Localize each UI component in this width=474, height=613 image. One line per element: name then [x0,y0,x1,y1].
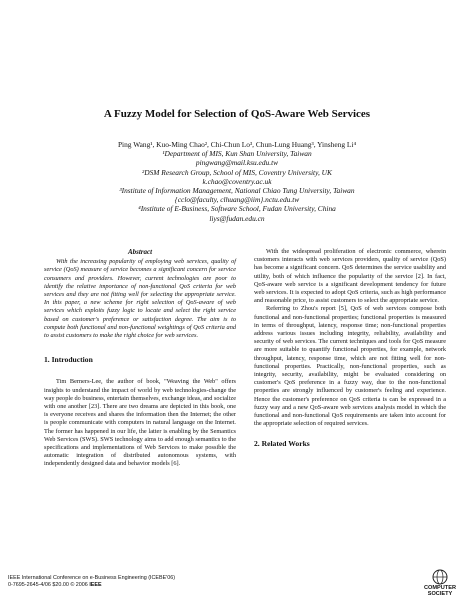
email-1: pingwang@mail.ksu.edu.tw [195,158,279,168]
author-names: Ping Wang¹, Kuo-Ming Chao², Chi-Chun Lo³, Chun-Lung Huang³, Yinsheng Li⁴ [117,140,357,149]
paper-title: A Fuzzy Model for Selection of QoS-Aware Web Services [103,108,371,120]
email-3: {cclo@faculty, clhuang@iim}.nctu.edu.tw [174,195,300,205]
isbn-text: 0-7695-2645-4/06 $20.00 © 2006 [8,582,88,588]
conference-line: IEEE International Conference on e-Business Engineering (ICEBE'06) [8,575,176,581]
abstract-text: With the increasing popularity of employing web services, quality of service (QoS) measure of service becomes a significant concern for service consumers and providers. However, current technologies are poor to identify the relative importance of non-functional QoS criteria for web services and they are not fitting well for selecting the appropriate service. In this paper, a new scheme for right selection of QoS-aware of web services which exploits fuzzy logic to locate and select the right service based on customer's preference or satisfaction degree. The aim is to compute both functional and non-functional weightings of QoS criteria and to assist customers to make the right choice for web services. [44,258,236,340]
section-heading-introduction: 1. Introduction [44,355,93,365]
right-paragraph-1: With the widespread proliferation of electronic commerce, wherein customers interacts with web services providers, quality of service (QoS) has become a significant concern. QoS determines the service usability and utility, both of which influence the popularity of the service [2]. In fact, QoS-aware web service is a significant development tendency for future web services. It is expected to adopt QoS criteria, such as high performance and reasonable price, to assist customers to select the appropriate service. [254,248,446,305]
abstract-heading: Abstract [127,248,153,256]
isbn-line [8,582,175,589]
left-column [44,248,236,469]
ieee-mark: IEEE [89,582,102,588]
intro-paragraph: Tim Berners-Lee, the author of book, "Weaving the Web" offers insights to understand the impact of world by web technologies-change the way people do business, entertain themselves, exchange ideas, and socialize with one another [23]. There are two dreams are depicted in this book, one is everyone receives and shares the information then the Internet; the other is people communicate with computers in natural language on the Internet. The former has happened in our life, the latter is enabling by the Semantics Web Services (SWS). SWS technology aims to add enough semantics to the specifications and implementations of Web Services to make possible the automatic integration of distributed autonomous systems, with independently designed data and behavior models [6]. [44,378,236,468]
right-column [254,248,446,463]
logo-text [412,585,468,597]
affiliation-2: ²DSM Research Group, School of MIS, Coventry University, UK [142,167,332,177]
email-2: k.chao@coventry.ac.uk [202,176,272,186]
affiliation-1: ¹Department of MIS, Kun Shan University, Taiwan [162,149,312,159]
logo-line-1: COMPUTER [423,585,456,591]
right-paragraph-2: Referring to Zhou's report [5], QoS of web services compose both functional and non-functional properties; functional properties is measured in terms of throughput, latency, response time; non-functional properties address various issues including integrity, reliability, availability and security of web services. The current techniques and tools for QoS measure are more suitable to quantify functional properties, for example, network throughput, latency, response time, which are not fitting well for non-functional properties. Practically, non-functional properties, such as integrity, security, availability, might be evaluated considering on customer's QoS preference in a fuzzy way, due to the non-functional properties are strongly influenced by customer's feeling and experience. Hence the customer's preference on QoS criteria is can be expressed in a fuzzy way and a new QoS-aware web services analysis model in which the functional and non-functional QoS requirements are taken into account for the appropriate selection of required services. [254,305,446,428]
author-block [0,140,474,223]
globe-icon [412,568,468,586]
computer-society-logo [412,568,468,604]
affiliation-4: ⁴Institute of E-Business, Software School, Fudan University, China [138,204,336,214]
logo-line-2: SOCIETY [427,591,453,597]
affiliation-3: ³Institute of Information Management, National Chiao Tung University, Taiwan [119,186,355,196]
email-4: liys@fudan.edu.cn [209,213,265,223]
section-heading-related-works: 2. Related Works [254,439,310,449]
page-footer [8,575,175,589]
